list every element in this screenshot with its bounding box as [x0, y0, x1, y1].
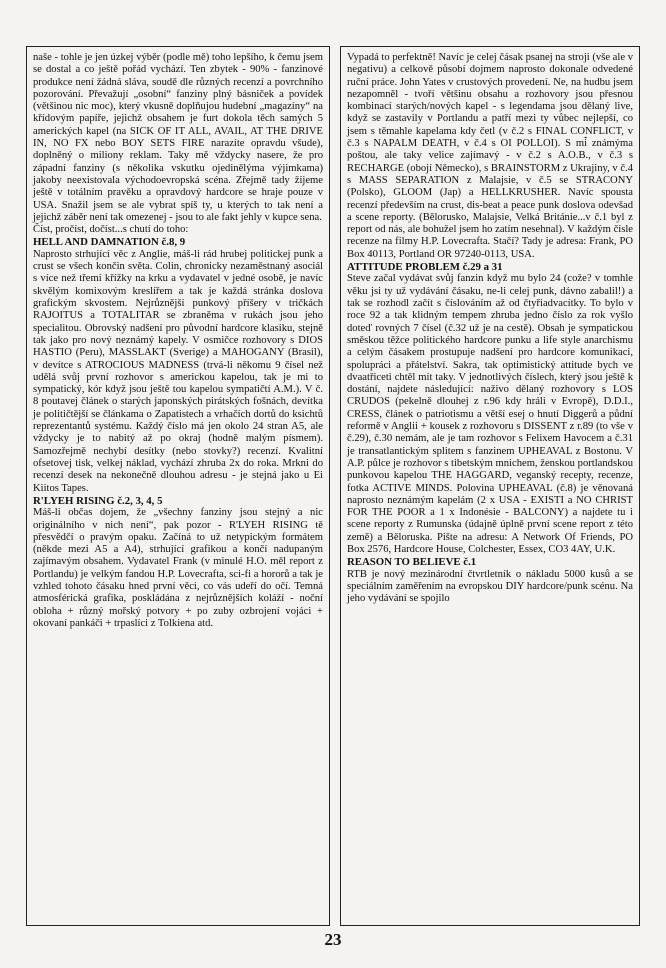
section-heading-reason-to-believe: REASON TO BELIEVE č.1: [347, 556, 477, 569]
reason-to-believe-review: RTB je nový mezinárodní čtvrtletník o nákladu 5000 kusů a se speciálním zaměřením na evropskou DIY hardcore/punk scénu. Na jeho vydávání se spojilo: [347, 568, 633, 605]
reading-tagline: Číst, pročíst, dočíst...s chutí do toho:: [33, 224, 189, 236]
section-heading-hell-and-damnation: HELL AND DAMNATION č.8, 9: [33, 236, 186, 249]
attitude-problem-review: Steve začal vydávat svůj fanzin když mu bylo 24 (cože? v tomhle věku jsi ty už vydávání čásaku, ne-li celej punk, dávno zabalil!) a tak se rozhodl začít s číslováním až od čtyřiadvacítky. To bylo v roce 92 a tak klidným tempem zhruba jedno číslo za rok vyšlo doteď rovných 7 čísel (č.32 už je na cestě). Obsah je sympatickou směskou těžce politického hardcore punku a life style anarchismu a celým čásakem prostupuje nadšení pro hardcore komunikaci, spolupráci a přátelství. Sakra, tak optimistický attitude bych ve dvaatřiceti chtěl mít taky. V jednotlivých číslech, který jsou ještě k dostání, najdete následující: naživo dělaný rozhovory s LOS CRUDOS (pekelně dlouhej z r.96 kdy hráli v Evropě), D.D.I., CRESS, článek o patriotismu a větší esej o hnutí Diggerů a půdní reformě v Anglii + kousek z rozhovoru s DISSENT z r.89 (to vše v č.29), č.30 nemám, ale je tam rozhovor s Felixem Havocem a č.31 je transatlantickým splitem s fanzinem UPHEAVAL z Bostonu. V A.P. půlce je rozhovor s tibetským mnichem, ženskou portlandskou punkovou kapelou THE HAGGARD, veganský recepty, recenze, fotka ACTIVE MINDS. Polovina UPHEAVAL (č.8) je věnovaná naprosto neznámým kapelám (2 x USA - EXISTI a NO CHRIST FOR THE POOR a 1 x Indonésie - BALCONY) a najdete tu i scene reporty z Rumunska (údajně úplně první scene report z této země) a Běloruska. Pište na adresu: A Network Of Friends, PO Box 2576, Hardcore House, Colchester, Essex, CO3 4AY, U.K.: [347, 273, 633, 555]
rlyeh-rising-review: Máš-li občas dojem, že „všechny fanziny jsou stejný a nic originálního v nich není“, pak pozor - R'LYEH RISING tě přesvědčí o pravým opaku. Začíná to už netypickým formátem (někde mezi A5 a A4), strhující grafikou a končí nadupaným zajímavým obsahem. Vydavatel Frank (v minulé H.O. měl report z Portlandu) je velkým fandou H.P. Lovecrafta, sci-fi a hororů a tak je vzhled tohoto čásaku hned první věci, co vás udeří do očí. Temná atmosférická grafika, poskládána z nejrůznějších koláží - noční obloha + různý mořský potvory + po zuby ozbrojení vojáci + okovaní pankáči + trpaslíci z Tolkiena atd.: [33, 507, 323, 629]
right-column: [340, 46, 640, 926]
page-number: 23: [324, 930, 342, 949]
intro-paragraph: naše - tohle je jen úzkej výběr (podle mě) toho lepšího, k čemu jsem se dostal a co ještě pořád vychází. Ten zbytek - 90% - fanzinové produkce není žádná sláva, soudě dle různých recenzí a povrchního pozorování. Převažují „osobní“ fanziny plný básniček a povídek (většinou nic moc), který vkusně doplňujou hudební „magazíny“ na křídovým papíře, jejichž obsahem je furt dokola těch samých 5 amerických kapel (na SICK OF IT ALL, AVAIL, AT THE DRIVE IN, NO FX nebo BOY SETS FIRE narazíte opravdu všude), doplněný o miliony reklam. Taky mě vždycky nasere, že pro západní fanziny (s několika vskutku ojedinělýma výjimkama) jakoby neexistovala východoevropská scéna. Zřejmě tady žijeme ještě v totálním pravěku a opravdový hardcore se hraje pouze v USA. Snažil jsem se ale vybrat spíš ty, u kterých to tak není a jejichž záběr není tak omezenej - jsou to ale fakt jehly v kupce sena.: [33, 52, 323, 223]
section-heading-rlyeh-rising: R'LYEH RISING č.2, 3, 4, 5: [33, 494, 163, 507]
left-column: [26, 46, 330, 926]
section-heading-attitude-problem: ATTITUDE PROBLEM č.29 a 31: [347, 261, 503, 274]
rlyeh-rising-review-continued: Vypadá to perfektně! Navíc je celej čásak psanej na stroji (vše ale v negativu) a celkově působí dojmem naprosto dokonale odvedené ruční práce. John Yates v crustových provedení. Ne, na hudbu jsem nezapomněl - tvoří většinu obsahu a rozhovory jsou přesnou kombinací starých/nových kapel - s legendama jsou dělaný live, když se zastavily v Portlandu a patří mezi ty vůbec nejlepší, co jsem s těmahle kapelama kdy četl (v č.2 s FINAL CONFLICT, v č.3 s NAPALM DEATH, v č.4 s OI POLLOI). S mi̇̃ známýma poštou, ale taky velice zajímavý - v č.2 s A.O.B., v č.3 s RECHARGE (obojí Německo), s BRAINSTORM z Ukrajiny, v č.4 s MASS SEPARATION z Malajsie, v č.5 se STRACONY (Polsko), GLOOM (Jap) a HELLKRUSHER. Navíc spousta recenzí především na crust, dis-beat a peace punk doslova odevšad a scene reporty. (Bělorusko, Malajsie, Velká Británie...v č.1 byl z report od nás, ale bohužel jsem ho zatím nesehnal). V každým čísle recenze na filmy H.P. Lovecrafta. Stačí? Tady je adresa: Frank, PO Box 40113, Portland OR 97240-0113, USA.: [347, 52, 634, 260]
hell-and-damnation-review: Naprosto strhující věc z Anglie, máš-li rád hrubej politickej punk a crust se všech končin světa. Colin, chronicky nezaměstnaný asociál s více než třemi křížky na krku a vydavatel v jedné osobě, je navíc skvělým komixovým kreslířem a tak je každá stránka doslova grafickým skvostem. Nejrůznější punkový příšery v tričkách RAJOITUS a TOTALITAR se zbraněma v rukách jsou jeho specialitou. Obrovský nadšení pro původní hardcore klasiku, stejně tak jako pro nový neznámý kapely. V osmičce rozhovory s DIOS HASTIO (Peru), MASSLAKT (Sverige) a MAHOGANY (Brasil), v devítce s ATROCIOUS MADNESS (trvá-li někomu 9 čísel než udělá svůj první rozhovor s americkou kapelou, tak je mi to sympatický, kór když jsou ještě tou kapelou sympatičtí A.M.). V č. 8 poutavej článek o starých japonských pirátských fošnách, devítka je političtější se článkama o Zapatistech a vrhačích dortů do ksichtů reprezentantů systému. Každý číslo má jen okolo 24 stran A5, ale vždycky je to nabitý až po okraj (hodně malým písmem). Samozřejmě nechybí desítky (nebo stovky?) recenzí. Kvalitní ofsetovej tisk, velkej náklad, vychází zhruba 2x do roka. Mrkni do recenzí desek na nekonečně dlouhou adresu - je stejná jako u Ei Kiitos Tapes.: [33, 248, 323, 494]
